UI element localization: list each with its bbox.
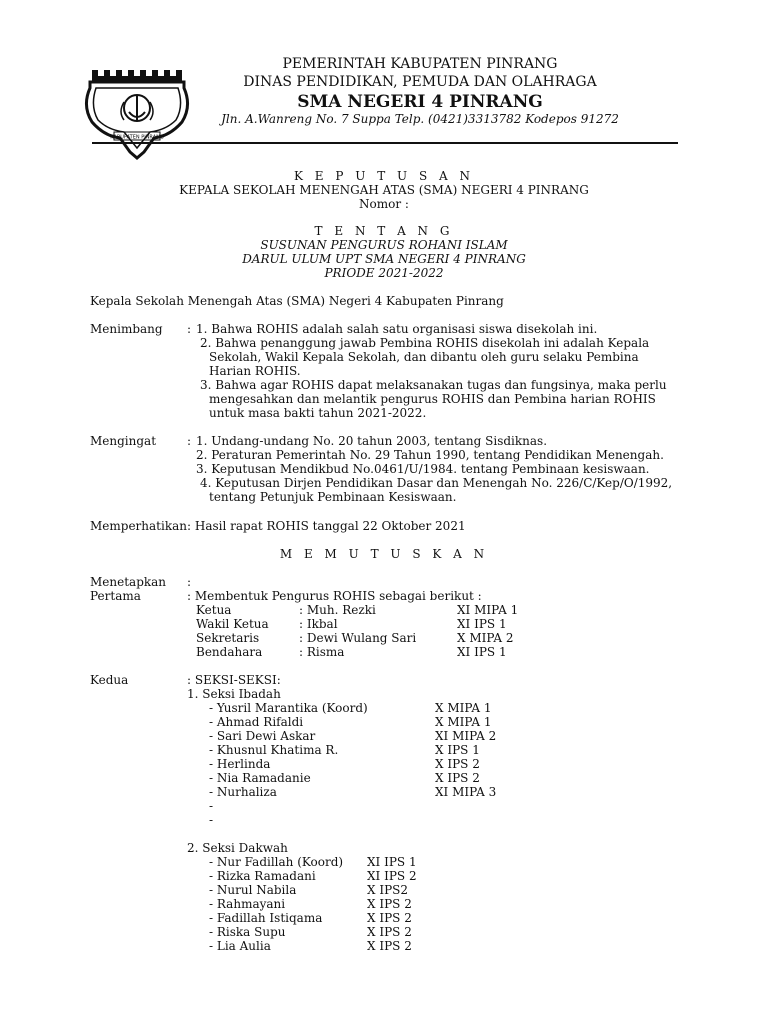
menimbang-colon: : xyxy=(187,322,192,336)
menimbang-item-3-line-2: mengesahkan dan melantik pengurus ROHIS dan Pembina harian ROHIS xyxy=(209,392,656,406)
member-name: - Nia Ramadanie xyxy=(209,771,311,785)
mengingat-item-4-line-1: 4. Keputusan Dirjen Pendidikan Dasar dan Menengah No. 226/C/Kep/O/1992, xyxy=(200,476,673,490)
menimbang-item-3-line-1: 3. Bahwa agar ROHIS dapat melaksanakan tugas dan fungsinya, maka perlu xyxy=(200,378,667,392)
member-name: - xyxy=(209,813,214,827)
title-nomor: Nomor : xyxy=(359,197,409,211)
header-school-name: SMA NEGERI 4 PINRANG xyxy=(297,92,543,112)
pengurus-class: X MIPA 2 xyxy=(457,631,514,645)
member-class: X MIPA 1 xyxy=(435,715,492,729)
letterhead-divider xyxy=(92,142,678,144)
member-class: X IPS 2 xyxy=(367,911,412,925)
pengurus-name: : Risma xyxy=(299,645,345,659)
header-government: PEMERINTAH KABUPATEN PINRANG xyxy=(282,56,558,72)
pengurus-class: XI MIPA 1 xyxy=(457,603,519,617)
mengingat-item-1: 1. Undang-undang No. 20 tahun 2003, tentang Sisdiknas. xyxy=(196,434,548,448)
memutuskan-heading: M E M U T U S K A N xyxy=(279,547,489,561)
member-class: XI IPS 2 xyxy=(367,869,417,883)
menimbang-label: Menimbang xyxy=(90,322,163,336)
member-class: XI MIPA 2 xyxy=(435,729,497,743)
menimbang-item-2-line-2: Sekolah, Wakil Kepala Sekolah, dan dibantu oleh guru selaku Pembina xyxy=(209,350,639,364)
title-tentang: T E N T A N G xyxy=(314,224,454,238)
memperhatikan-label: Memperhatikan xyxy=(90,519,187,533)
menimbang-item-3-line-3: untuk masa bakti tahun 2021-2022. xyxy=(209,406,427,420)
subtitle-line-1: SUSUNAN PENGURUS ROHANI ISLAM xyxy=(260,238,508,252)
member-class: X IPS2 xyxy=(367,883,409,897)
mengingat-item-2: 2. Peraturan Pemerintah No. 29 Tahun 1990, tentang Pendidikan Menengah. xyxy=(196,448,664,462)
member-name: - Lia Aulia xyxy=(209,939,271,953)
member-class: X MIPA 1 xyxy=(435,701,492,715)
kedua-label: Kedua xyxy=(90,673,129,687)
logo-ribbon-text: KABUPATEN PINRANG xyxy=(110,134,164,141)
member-name: - Yusril Marantika (Koord) xyxy=(209,701,368,715)
pengurus-name: : Ikbal xyxy=(299,617,338,631)
member-class: X IPS 2 xyxy=(435,757,480,771)
member-class: X IPS 2 xyxy=(367,897,412,911)
member-name: - Rahmayani xyxy=(209,897,286,911)
pertama-text: : Membentuk Pengurus ROHIS sebagai berikut : xyxy=(187,589,482,603)
member-class: X IPS 2 xyxy=(367,939,412,953)
member-class: XI MIPA 3 xyxy=(435,785,497,799)
member-name: - Ahmad Rifaldi xyxy=(209,715,304,729)
member-name: - Nurul Nabila xyxy=(209,883,297,897)
member-name: - Riska Supu xyxy=(209,925,286,939)
menetapkan-label: Menetapkan xyxy=(90,575,167,589)
mengingat-item-4-line-2: tentang Petunjuk Pembinaan Kesiswaan. xyxy=(209,490,457,504)
pengurus-name: : Dewi Wulang Sari xyxy=(299,631,417,645)
member-name: - Sari Dewi Askar xyxy=(209,729,316,743)
mengingat-colon: : xyxy=(187,434,192,448)
header-department: DINAS PENDIDIKAN, PEMUDA DAN OLAHRAGA xyxy=(243,74,597,90)
pengurus-role: Bendahara xyxy=(196,645,263,659)
pengurus-class: XI IPS 1 xyxy=(457,617,507,631)
member-name: - Herlinda xyxy=(209,757,271,771)
member-name: - xyxy=(209,799,214,813)
intro-text: Kepala Sekolah Menengah Atas (SMA) Negeri 4 Kabupaten Pinrang xyxy=(90,294,504,308)
title-kepala-sekolah: KEPALA SEKOLAH MENENGAH ATAS (SMA) NEGERI 4 PINRANG xyxy=(179,183,589,197)
pertama-label: Pertama xyxy=(90,589,141,603)
member-class: X IPS 1 xyxy=(435,743,480,757)
menimbang-item-2-line-3: Harian ROHIS. xyxy=(209,364,301,378)
member-name: - Nurhaliza xyxy=(209,785,277,799)
subtitle-period: PRIODE 2021-2022 xyxy=(324,266,444,280)
mengingat-label: Mengingat xyxy=(90,434,157,448)
member-class: XI IPS 1 xyxy=(367,855,417,869)
seksi-dakwah-title: 2. Seksi Dakwah xyxy=(187,841,288,855)
menimbang-item-2-line-1: 2. Bahwa penanggung jawab Pembina ROHIS disekolah ini adalah Kepala xyxy=(200,336,650,350)
kedua-text: : SEKSI-SEKSI: xyxy=(187,673,281,687)
member-name: - Nur Fadillah (Koord) xyxy=(209,855,344,869)
menimbang-item-1: 1. Bahwa ROHIS adalah salah satu organisasi siswa disekolah ini. xyxy=(196,322,598,336)
pengurus-name: : Muh. Rezki xyxy=(299,603,376,617)
member-name: - Rizka Ramadani xyxy=(209,869,316,883)
memperhatikan-text: : Hasil rapat ROHIS tanggal 22 Oktober 2021 xyxy=(187,519,466,533)
member-class: X IPS 2 xyxy=(367,925,412,939)
menetapkan-colon: : xyxy=(187,575,192,589)
subtitle-line-2: DARUL ULUM UPT SMA NEGERI 4 PINRANG xyxy=(242,252,526,266)
member-name: - Khusnul Khatima R. xyxy=(209,743,339,757)
pengurus-class: XI IPS 1 xyxy=(457,645,507,659)
member-name: - Fadillah Istiqama xyxy=(209,911,323,925)
pengurus-role: Wakil Ketua xyxy=(196,617,269,631)
pengurus-role: Sekretaris xyxy=(196,631,260,645)
header-address: Jln. A.Wanreng No. 7 Suppa Telp. (0421)3313782 Kodepos 91272 xyxy=(221,112,619,126)
mengingat-item-3: 3. Keputusan Mendikbud No.0461/U/1984. tentang Pembinaan kesiswaan. xyxy=(196,462,650,476)
member-class: X IPS 2 xyxy=(435,771,480,785)
pengurus-role: Ketua xyxy=(196,603,232,617)
title-keputusan: K E P U T U S A N xyxy=(294,169,474,183)
seksi-ibadah-title: 1. Seksi Ibadah xyxy=(187,687,281,701)
